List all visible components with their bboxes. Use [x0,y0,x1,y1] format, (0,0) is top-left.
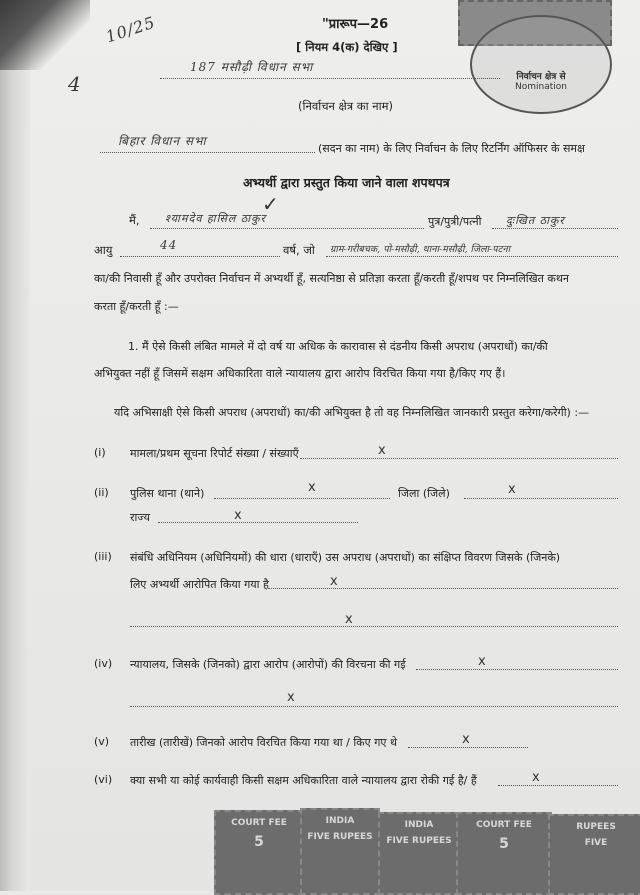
scan-corner-shadow [0,0,90,70]
item-ii-state: राज्य [130,511,151,524]
item-iv-cross-2: x [287,690,295,705]
seal-subtext: Nomination [515,82,567,92]
court-fee-stamp-3 [378,812,460,895]
affidavit-title: अभ्यर्थी द्वारा प्रस्तुत किया जाने वाला शपथपत्र [243,175,450,190]
official-seal-stamp [470,15,612,114]
relation-name: दुःखित ठाकुर [506,214,565,227]
item-ii-text: पुलिस थाना (थाने) [130,487,205,500]
years-label: वर्ष, जो [283,243,315,257]
constituency-caption: (निर्वाचन क्षेत्र का नाम) [298,99,393,113]
relation-label: पुत्र/पुत्री/पत्नी [428,215,482,228]
item-ii-district-line [464,498,618,499]
stamp-label: COURT FEE [476,820,532,830]
item-ii-state-cross: x [234,508,242,523]
court-fee-stamp-2 [300,808,380,895]
address-value: ग्राम-गरीबचक, पो-मसौढ़ी, थाना-मसौढ़ी, जिला-पटना [330,244,511,255]
margin-note-number: 4 [68,72,82,96]
item-ii-district: जिला (जिले) [398,487,450,500]
item-vi-number: (vi) [94,773,113,786]
item-i-cross: x [378,443,386,458]
tick-mark: ✓ [262,192,279,216]
item-v-line [408,747,528,748]
stamp-label: INDIA [325,816,355,826]
item-vi-cross: x [532,770,540,785]
margin-note: 10/25 [103,12,158,47]
item-i-line [300,458,618,459]
item-v-text: तारीख (तारीखें) जिनको आरोप विरचित किया गया था / किए गए थे [130,736,398,749]
item-ii-number: (ii) [94,486,109,499]
item-iii-cross-2: x [345,612,353,627]
item-iii-cross: x [330,574,338,589]
address-line [326,256,618,257]
stamp-value: FIVE [584,838,608,848]
stamp-label: COURT FEE [231,818,287,828]
stamp-value: FIVE RUPEES [386,836,452,846]
age-line [120,256,280,257]
stamp-value: 5 [499,836,509,852]
item-ii-state-line [158,522,358,523]
item-iv-text: न्यायालय, जिसके (जिनको) द्वारा आरोप (आरोपों) की विरचना की गई [130,658,406,671]
constituency-value: 187 मसौढ़ी विधान सभा [190,60,314,74]
stamp-value: 5 [254,834,264,850]
court-fee-stamp-1 [214,810,304,895]
item-iv-cross: x [478,654,486,669]
item-ii-cross: x [308,480,316,495]
seal-text: निर्वाचन क्षेत्र से [516,72,566,82]
age-label: आयु [94,243,113,257]
para-1-line-1: 1. मैं ऐसे किसी लंबित मामले में दो वर्ष या अधिक के कारावास से दंडनीय किसी अपराध (अपराधों) का/की [128,340,548,353]
house-value: बिहार विधान सभा [118,134,207,148]
state-line: करता हूँ/करती हूँ :— [94,300,179,313]
item-v-cross: x [462,732,470,747]
form-rule: [ नियम 4(क) देखिए ] [296,40,398,54]
item-iii-text-2: लिए अभ्यर्थी आरोपित किया गया है [130,578,269,591]
item-vi-line [498,785,618,786]
item-iv-number: (iv) [94,657,113,670]
house-caption: (सदन का नाम) के लिए निर्वाचन के लिए रिटर्निंग ऑफिसर के समक्ष [318,142,585,155]
item-ii-district-cross: x [508,482,516,497]
stamp-value: FIVE RUPEES [307,832,373,842]
para-1-line-2: अभियुक्त नहीं हूँ जिसमें सक्षम अधिकारिता वाले न्यायालय द्वारा आरोप विरचित किया गया है/किए गए हैं। [94,367,506,380]
age-value: 44 [160,238,178,252]
item-iv-line [416,669,618,670]
relation-line [492,228,618,229]
item-vi-text: क्या सभी या कोई कार्यवाही किसी सक्षम अधिकारिता वाले न्यायालय द्वारा रोकी गई है/ हैं [130,774,477,787]
stamp-label: INDIA [404,820,434,830]
form-number: "प्रारूप—26 [322,17,389,32]
item-iii-line [268,588,618,589]
item-i-number: (i) [94,446,106,459]
item-ii-line [214,498,390,499]
page-binding-edge [0,0,30,891]
para-2: यदि अभिसाक्षी ऐसे किसी अपराध (अपराधों) का/की अभियुक्त है तो वह निम्नलिखित जानकारी प्रस्तुत करेगा/करेगी) :— [114,406,590,419]
court-fee-stamp-5 [548,814,640,895]
court-fee-stamp-4 [456,812,552,895]
name-line [150,228,424,229]
item-v-number: (v) [94,735,110,748]
item-iii-number: (iii) [94,550,112,563]
item-iii-text: संबंधि अधिनियम (अधिनियमों) की धारा (धाराएँ) उस अपराध (अपराधों) का संक्षिप्त विवरण जिसके (जिनके) [130,551,561,564]
candidate-name: श्यामदेव हासिल ठाकुर [165,212,267,225]
constituency-line [160,78,500,79]
item-iii-line-2 [130,626,618,627]
item-iv-line-2 [130,706,618,707]
resident-line: का/की निवासी हूँ और उपरोक्त निर्वाचन में अभ्यर्थी हूँ, सत्यनिष्ठा से प्रतिज्ञा करता हूँ/करती हूँ/शपथ पर निम्नलिखित कथन [94,272,569,285]
stamp-label: RUPEES [576,822,616,832]
item-i-text: मामला/प्रथम सूचना रिपोर्ट संख्या / संख्याएँ [130,447,299,460]
i-label: मैं, [129,213,140,227]
house-line [100,152,315,153]
